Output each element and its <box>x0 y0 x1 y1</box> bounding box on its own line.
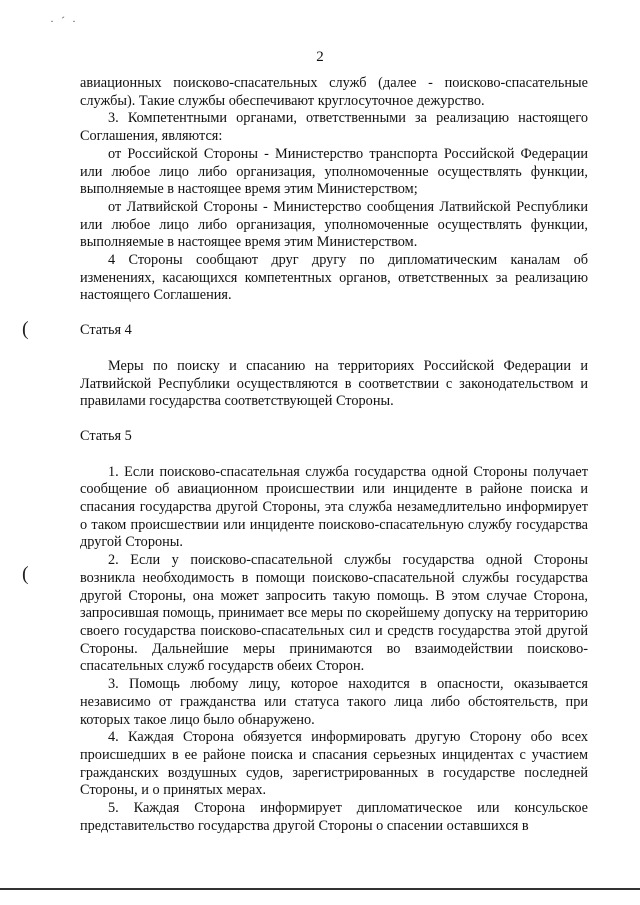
article-4-heading: Статья 4 <box>80 322 132 339</box>
article-5-paragraph-2: 2. Если у поисково-спасательной службы государства одной Стороны возникла необходимость в помощи поисково-спасательной службы государства другой Стороны, она может запросить такую помощь. В этом случае Сторона, запросившая помощь, принимает все меры по скорейшему допуску на территорию своего государства поисково-спасательных сил и средств государства этой другой Стороны. Дальнейшие меры принимаются во взаимодействии поисково-спасательных служб государств обеих Сторон. <box>80 552 588 675</box>
article-5-paragraph-1: 1. Если поисково-спасательная служба государства одной Стороны получает сообщение об авиационном происшествии или инциденте в районе поиска и спасания государства другой Стороны, эта служба незамедлительно информирует о таком происшествии или инциденте поисково-спасательную службу государства другой Стороны. <box>80 463 588 551</box>
article-5-heading: Статья 5 <box>80 427 132 444</box>
paragraph-4-changes: 4 Стороны сообщают друг другу по дипломатическим каналам об изменениях, касающихся компетентных органов, ответственных за реализацию настоящего Соглашения. <box>80 252 588 304</box>
document-body <box>80 75 588 835</box>
margin-bracket-mark: ( <box>22 318 29 340</box>
bottom-scan-edge <box>0 888 640 890</box>
paragraph-3-competent-bodies: 3. Компетентными органами, ответственными за реализацию настоящего Соглашения, являются: <box>80 110 588 145</box>
article-5-paragraph-5: 5. Каждая Сторона информирует дипломатическое или консульское представительство государства другой Стороны о спасении оставшихся в <box>80 800 588 834</box>
article-5-paragraph-4: 4. Каждая Сторона обязуется информировать другую Сторону обо всех происшедших в ее районе поиска и спасания серьезных инцидентах с участием гражданских воздушных судов, зарегистрированных в государстве последней Стороны, и о принятых мерах. <box>80 729 588 799</box>
page-number: 2 <box>316 49 324 65</box>
paragraph-continued: авиационных поисково-спасательных служб (далее - поисково-спасательные службы). Такие службы обеспечивают круглосуточное дежурство. <box>80 75 588 109</box>
scan-corner-marks: · ´ · <box>50 14 78 28</box>
paragraph-3-latvian-side: от Латвийской Стороны - Министерство сообщения Латвийской Республики или любое лицо либо организация, уполномоченные осуществлять функции, выполняемые в настоящее время этим Министерством. <box>80 198 588 251</box>
article-4-paragraph: Меры по поиску и спасанию на территориях Российской Федерации и Латвийской Республики осуществляются в соответствии с законодательством и правилами государства соответствующей Стороны. <box>80 357 588 410</box>
margin-bracket-mark: ( <box>22 563 29 585</box>
article-5-paragraph-3: 3. Помощь любому лицу, которое находится в опасности, оказывается независимо от гражданства или статуса такого лица либо обстоятельств, при которых такое лицо было обнаружено. <box>80 676 588 728</box>
paragraph-3-russian-side: от Российской Стороны - Министерство транспорта Российской Федерации или любое лицо либо организация, уполномоченные осуществлять функции, выполняемые в настоящее время этим Министерством; <box>80 145 588 198</box>
